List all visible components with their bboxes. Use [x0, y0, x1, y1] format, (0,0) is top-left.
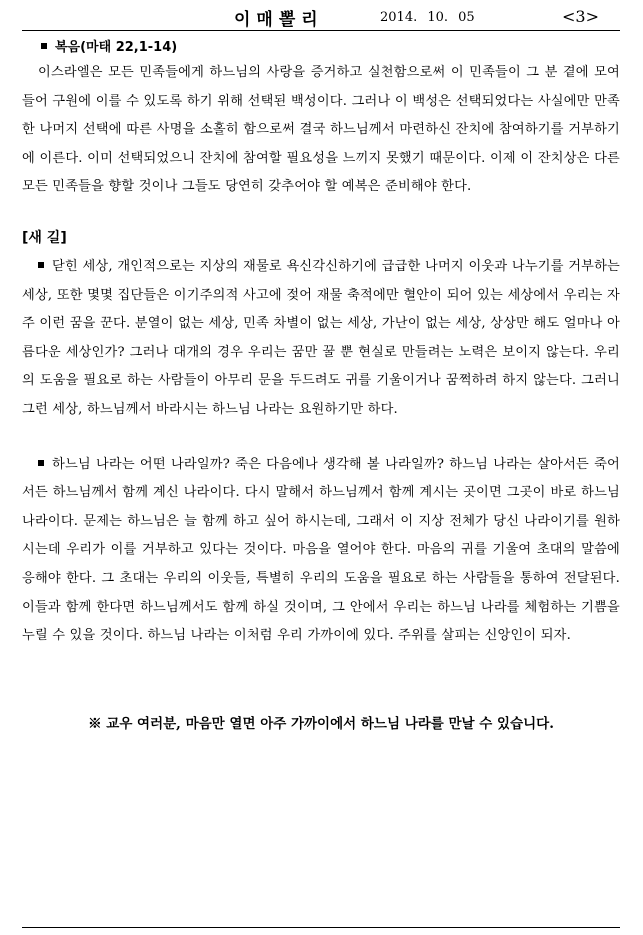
bulletin-title: 이매뽈리 — [234, 10, 324, 30]
reflection-paragraph-2 — [22, 451, 620, 651]
square-bullet-icon — [38, 262, 44, 268]
header-divider — [22, 30, 620, 31]
gospel-heading-text: 복음(마태 22,1-14) — [55, 40, 178, 55]
gospel-heading — [22, 36, 620, 59]
closing-message: ※ 교우 여러분, 마음만 열면 아주 가까이에서 하느님 나라를 만날 수 있습니다. — [88, 715, 554, 732]
page-number: <3> — [562, 7, 599, 26]
paragraph-gap — [22, 425, 620, 451]
reflection-paragraph-2-text: 하느님 나라는 어떤 나라일까? 죽은 다음에나 생각해 볼 나라일까? 하느님 나라는 살아서든 죽어서든 하느님께서 함께 계신 나라이다. 다시 말해서 하느님께서 함께 계시는 곳이면 그곳이 바로 하느님 나라이다. 문제는 하느님은 늘 함께 하고 싶어 하시는데, 그래서 이 지상 전체가 당신 나라이기를 원하시는데 우리가 이를 거부하고 있다는 것이다. 마음을 열어야 한다. 마음의 귀를 기울여 초대의 말씀에 응해야 한다. 그 초대는 우리의 이웃들, 특별히 우리의 도움을 필요로 하는 사람들을 통하여 전달된다. 이들과 함께 한다면 하느님께서도 함께 하실 것이며, 그 안에서 우리는 하느님 나라를 체험하는 기쁨을 누릴 수 있을 것이다. 하느님 나라는 이처럼 우리 가까이에 있다. 주위를 살피는 신앙인이 되자. — [22, 456, 620, 644]
square-bullet-icon — [41, 43, 47, 49]
footer-divider — [22, 927, 620, 928]
new-path-heading: [새 길] — [22, 229, 67, 246]
closing-gap — [22, 651, 620, 712]
article-body — [22, 36, 620, 736]
section-gap — [22, 202, 620, 223]
square-bullet-icon — [38, 460, 44, 466]
gospel-paragraph: 이스라엘은 모든 민족들에게 하느님의 사랑을 증거하고 실천함으로써 이 민족들이 그 분 곁에 모여들어 구원에 이를 수 있도록 하기 위해 선택된 백성이다. 그러나 이 백성은 선택되었다는 사실에만 만족한 나머지 선택에 따른 사명을 소홀히 함으로써 결국 하느님께서 마련하신 잔치에 참여하기를 거부하기에 이른다. 이미 선택되었으니 잔치에 참여할 필요성을 느끼지 못했기 때문이다. 이제 이 잔치상은 다른 모든 민족들을 향할 것이나 그들도 당연히 갖추어야 할 예복은 준비해야 한다. — [22, 65, 620, 195]
issue-date: 2014. 10. 05 — [380, 10, 475, 25]
reflection-paragraph-1-text: 닫힌 세상, 개인적으로는 지상의 재물로 욕신각신하기에 급급한 나머지 이웃과 나누기를 거부하는 세상, 또한 몇몇 집단들은 이기주의적 사고에 젖어 재물 축적에만 혈안이 되어 있는 세상에서 우리는 자주 이런 꿈을 꾼다. 분열이 없는 세상, 민족 차별이 없는 세상, 가난이 없는 세상, 상상만 해도 얼마나 아름다운 세상인가? 그러나 대개의 경우 우리는 꿈만 꿀 뿐 현실로 만들려는 노력은 보이지 않는다. 우리의 도움을 필요로 하는 사람들이 아무리 문을 두드려도 귀를 기울이거나 꿈쩍하려 하지 않는다. 그러니 그런 세상, 하느님께서 바라시는 하느님 나라는 요원하기만 하다. — [22, 258, 620, 417]
reflection-paragraph-1 — [22, 253, 620, 425]
